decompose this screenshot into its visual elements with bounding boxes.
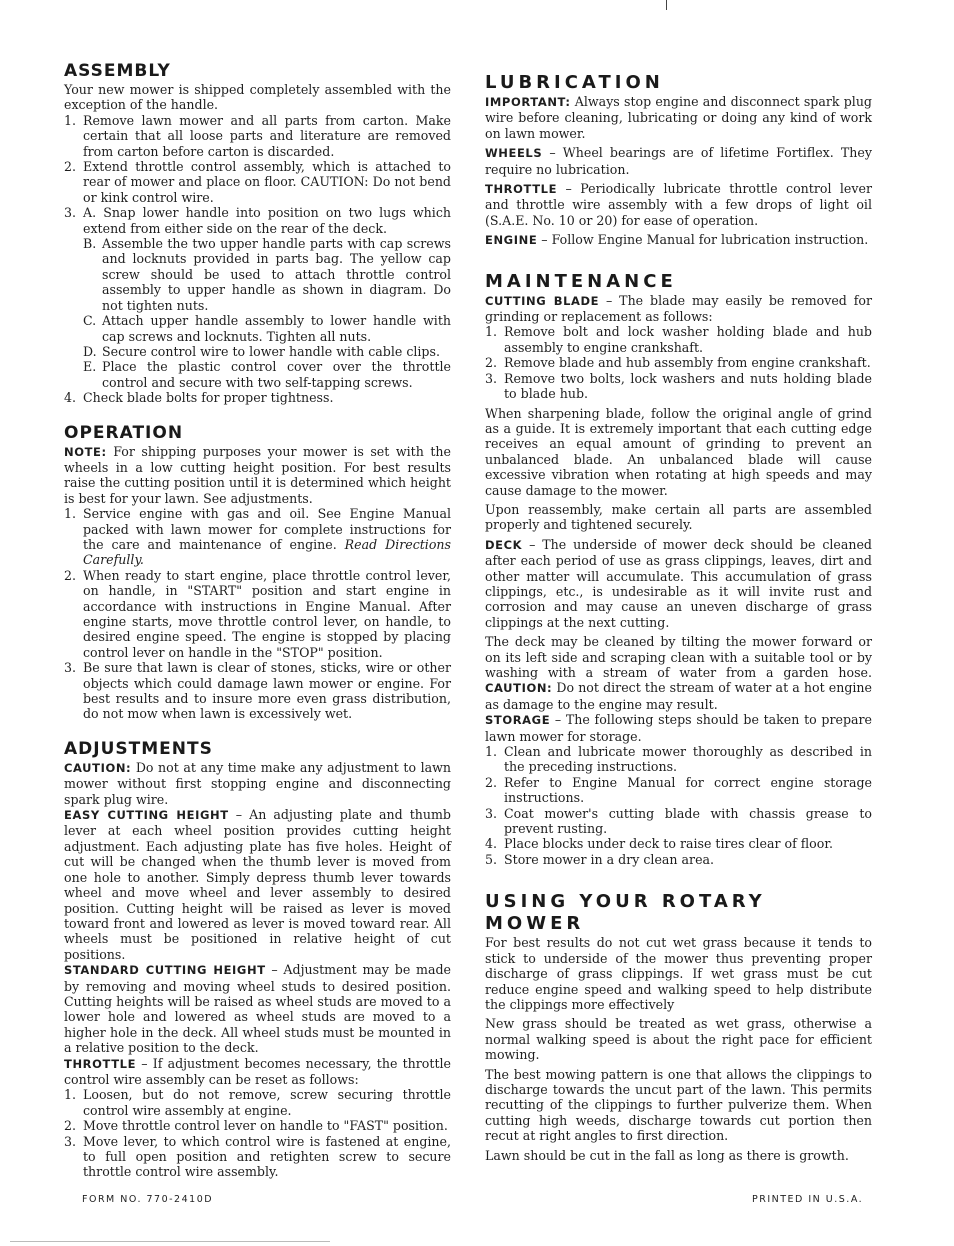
maintenance-heading: MAINTENANCE <box>485 270 677 292</box>
list-subitem: C. Attach upper handle assembly to lower handle with cap screws and locknuts. Tighten all nuts. <box>83 313 451 344</box>
assembly-section <box>64 60 451 406</box>
list-item: 1. Remove bolt and lock washer holding blade and hub assembly to engine crankshaft. <box>485 324 872 355</box>
using-section <box>485 891 872 1163</box>
assembly-steps <box>64 113 451 406</box>
using-paragraph-1: For best results do not cut wet grass because it tends to stick to underside of the mower thus preventing proper discharge of grass clippings. If wet grass must be cut reduce engine speed and walking speed to help distribute the clippings more effectively <box>485 935 872 1012</box>
list-item: 2. Extend throttle control assembly, which is attached to rear of mower and place on floor. CAUTION: Do not bend or kink control wire. <box>64 159 451 205</box>
list-item: 3. Move lever, to which control wire is fastened at engine, to full open position and retighten screw to secure throttle control wire assembly. <box>64 1133 451 1180</box>
lubrication-wheels: WHEELS – Wheel bearings are of lifetime Fortiflex. They require no lubrication. <box>485 145 872 177</box>
list-item: 2. Move throttle control lever on handle to "FAST" position. <box>64 1118 448 1134</box>
deck-paragraph: DECK – The underside of mower deck should be cleaned after each period of use as grass clippings, leaves, dirt and other matter will accumulate. This accumulation of grass clippings, etc., is undesirable as it will invite rust and corrosion and may cause an uneven discharge of grass clippings at the next cutting. <box>485 536 872 630</box>
list-item: 3. Be sure that lawn is clear of stones, sticks, wire or other objects which could damage lawn mower or engine. For best results and to insure more even grass distribution, do not mow when lawn is excessively wet. <box>64 660 451 722</box>
assembly-intro: Your new mower is shipped completely assembled with the exception of the handle. <box>64 82 451 113</box>
adjustments-caution: CAUTION: Do not at any time make any adjustment to lawn mower without first stopping engine and disconnecting spark plug wire. <box>64 759 451 807</box>
throttle-adjustment: THROTTLE – If adjustment becomes necessary, the throttle control wire assembly can be reset as follows: <box>64 1055 451 1087</box>
adjustments-section <box>64 738 451 1180</box>
standard-cutting-height: STANDARD CUTTING HEIGHT – Adjustment may be made by removing and moving wheel studs to desired position. Cutting heights will be raised as wheel studs are moved to a lower hole and lowered as wheel studs are moved to a higher hole in the deck. All wheel studs must be mounted in a relative position to the deck. <box>64 962 451 1056</box>
lubrication-throttle: THROTTLE – Periodically lubricate throttle control lever and throttle wire assembly with a few drops of light oil (S.A.E. No. 10 or 20) for ease of operation. <box>485 181 872 228</box>
lubrication-important: IMPORTANT: Always stop engine and disconnect spark plug wire before cleaning, lubricating or doing any kind of work on lawn mower. <box>485 94 872 141</box>
list-item: 3. Coat mower's cutting blade with chassis grease to prevent rusting. <box>485 805 872 837</box>
operation-heading: OPERATION <box>64 422 184 443</box>
easy-cutting-height: EASY CUTTING HEIGHT – An adjusting plate and thumb lever at each wheel position provides cutting height adjustment. Each adjusting plate has five holes. Height of cut will be changed when the thumb lever is moved from one hole to another. Simply depress thumb lever towards wheel and move wheel and lever assembly to desired position. Cutting height will be raised as lever is moved toward front and lowered as lever is moved toward rear. All wheels must be positioned in relative height of cut positions. <box>64 807 451 962</box>
using-heading: USING YOUR ROTARY MOWER <box>485 891 766 935</box>
scan-mark <box>666 0 667 10</box>
bottom-rule <box>10 1241 330 1242</box>
left-column <box>64 60 451 1196</box>
list-item: 1. Service engine with gas and oil. See Engine Manual packed with lawn mower for complete instructions for the care and maintenance of engine. Read Directions Carefully. <box>64 506 451 568</box>
operation-note: NOTE: For shipping purposes your mower is set with the wheels in a low cutting height position. For best results raise the cutting position until it is determined which height is best for your lawn. See adjustments. <box>64 443 451 506</box>
list-item: 2. Remove blade and hub assembly from engine crankshaft. <box>485 355 871 371</box>
list-item: 1. Remove lawn mower and all parts from carton. Make certain that all loose parts and literature are removed from carton before carton is discarded. <box>64 112 451 159</box>
printed-in: PRINTED IN U.S.A. <box>752 1194 864 1205</box>
adjustments-heading: ADJUSTMENTS <box>64 738 213 759</box>
maintenance-section <box>485 271 872 868</box>
list-item: 1. Clean and lubricate mower thoroughly as described in the preceding instructions. <box>485 744 872 775</box>
lubrication-heading: LUBRICATION <box>485 72 664 93</box>
list-subitem: E. Place the plastic control cover over the throttle control and secure with two self-tapping screws. <box>83 359 451 390</box>
reassembly-paragraph: Upon reassembly, make certain all parts are assembled properly and tightened securely. <box>485 501 872 533</box>
cutting-blade: CUTTING BLADE – The blade may easily be removed for grinding or replacement as follows: <box>485 292 872 325</box>
list-item: 2. When ready to start engine, place throttle control lever, on handle, in "START" position and start engine in accordance with instructions in Engine Manual. After engine starts, move throttle control lever, on handle, to desired engine speed. The engine is stopped by placing control lever on handle in the "STOP" position. <box>64 567 451 660</box>
list-subitem: B. Assemble the two upper handle parts with cap screws and locknuts provided in parts bag. The yellow cap screw should be used to attach throttle control assembly to upper handle as shown in diagram. Do not tighten nuts. <box>83 236 451 313</box>
list-item: 4. Place blocks under deck to raise tires clear of floor. <box>485 836 833 852</box>
operation-section <box>64 422 451 722</box>
list-item: 1. Loosen, but do not remove, screw securing throttle control wire assembly at engine. <box>64 1087 451 1118</box>
right-column <box>485 72 872 1179</box>
list-item: 2. Refer to Engine Manual for correct engine storage instructions. <box>485 774 872 806</box>
assembly-heading: ASSEMBLY <box>64 61 171 81</box>
deck-cleaning-paragraph: The deck may be cleaned by tilting the mower forward or on its left side and scraping clean with a suitable tool or by washing with a stream of water from a garden hose. CAUTION: Do not direct the stream of water at a hot engine as damage to the engine may result. <box>485 634 872 712</box>
storage-paragraph: STORAGE – The following steps should be taken to prepare lawn mower for storage. <box>485 712 872 744</box>
lubrication-section <box>485 72 872 249</box>
form-number: FORM NO. 770-2410D <box>82 1194 214 1205</box>
list-item: 3. Remove two bolts, lock washers and nuts holding blade to blade hub. <box>485 370 872 402</box>
list-subitem: D. Secure control wire to lower handle with cable clips. <box>83 343 440 359</box>
lubrication-engine: ENGINE – Follow Engine Manual for lubrication instruction. <box>485 232 869 248</box>
list-item: 5. Store mower in a dry clean area. <box>485 851 715 867</box>
using-paragraph-3: The best mowing pattern is one that allows the clippings to discharge towards the uncut part of the lawn. This permits recutting of the clippings to further pulverize them. When cutting high weeds, discharge towards cut portion then recut at right angles to first direction. <box>485 1066 872 1144</box>
using-paragraph-2: New grass should be treated as wet grass, otherwise a normal walking speed is about the right pace for efficient mowing. <box>485 1016 872 1063</box>
using-paragraph-4: Lawn should be cut in the fall as long as there is growth. <box>485 1147 849 1163</box>
sharpening-paragraph: When sharpening blade, follow the original angle of grind as a guide. It is extremely important that each cutting edge receives an equal amount of grinding to prevent an unbalanced blade. An unbalanced blade will cause excessive vibration when rotating at high speeds and may cause damage to the mower. <box>485 405 872 498</box>
list-item: 4. Check blade bolts for proper tightness. <box>64 390 334 406</box>
list-item: 3. A. Snap lower handle into position on two lugs which extend from either side on the rear of the deck. <box>64 205 451 236</box>
